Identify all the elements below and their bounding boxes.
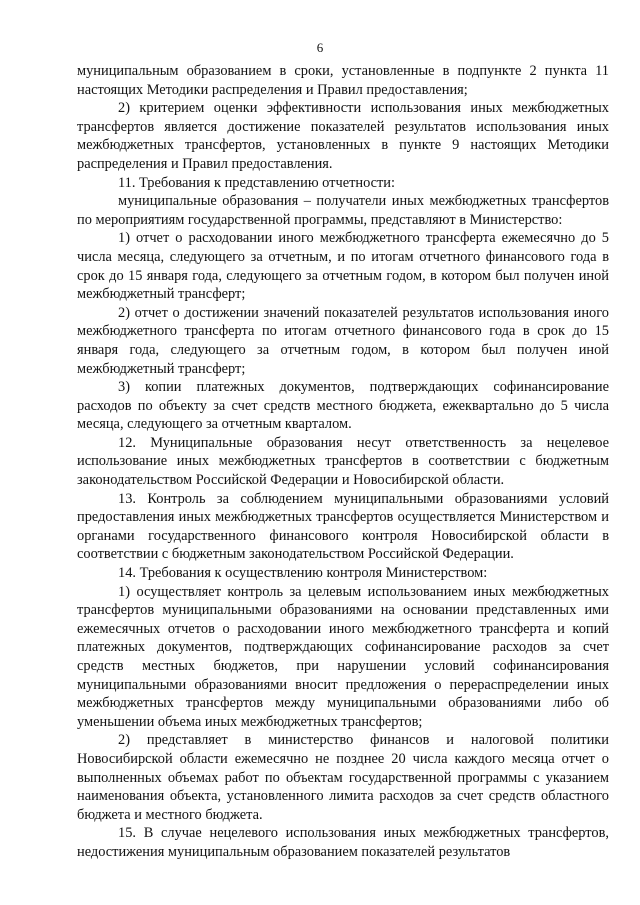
paragraph-section-11-intro: муниципальные образования – получатели иных межбюджетных трансфертов по мероприятиям государственной программы, представляют в Министерство: (77, 193, 609, 228)
paragraph-section-11-item-2: 2) отчет о достижении значений показателей результатов использования иного межбюджетного трансферта по итогам отчетного финансового года в срок до 15 января года, следующего за отчетным годом, в котором был получен иной межбюджетный трансферт; (77, 304, 609, 377)
paragraph-section-14-item-2: 2) представляет в министерство финансов и налоговой политики Новосибирской области ежемесячно не позднее 20 числа каждого месяца отчет о выполненных объемах работ по объектам государственной программы с указанием наименования объекта, установленного лимита расходов за счет средств областного бюджета и местного бюджета. (77, 732, 609, 823)
paragraph-section-13: 13. Контроль за соблюдением муниципальными образованиями условий предоставления иных межбюджетных трансфертов осуществляется Министерством и органами государственного финансового контроля Новосибирской области в соответствии с бюджетным законодательством Российской Федерации. (77, 490, 609, 563)
paragraph-criterion-2: 2) критерием оценки эффективности использования иных межбюджетных трансфертов является достижение показателей результатов использования иных межбюджетных трансфертов, установленных в пункте 9 настоящих Методики распределения и Правил предоставления. (77, 100, 609, 172)
paragraph-continuation: муниципальным образованием в сроки, установленные в подпункте 2 пункта 11 настоящих Методики распределения и Правил предоставления; (77, 63, 609, 98)
paragraph-section-15: 15. В случае нецелевого использования иных межбюджетных трансфертов, недостижения муниципальным образованием показателей результатов (77, 825, 609, 860)
paragraph-section-12: 12. Муниципальные образования несут ответственность за нецелевое использование иных межбюджетных трансфертов в соответствии с бюджетным законодательством Российской Федерации и Новосибирской области. (77, 434, 609, 489)
paragraph-section-14-heading: 14. Требования к осуществлению контроля Министерством: (118, 565, 488, 582)
page-number: 6 (316, 40, 324, 55)
paragraph-section-14-item-1: 1) осуществляет контроль за целевым использованием иных межбюджетных трансфертов муниципальными образованиями на основании представленных ими ежемесячных отчетов о расходовании иного межбюджетного трансферта и копий платежных документов, подтверждающих софинансирование расходов за счет средств местных бюджетов, при нарушении условий софинансирования муниципальными образованиями вносит предложения о перераспределении иных межбюджетных трансфертов между муниципальными образованиями либо об уменьшении объема иных межбюджетных трансфертов; (77, 583, 609, 730)
paragraph-section-11-heading: 11. Требования к представлению отчетности: (118, 174, 396, 191)
paragraph-section-11-item-3: 3) копии платежных документов, подтверждающих софинансирование расходов по объекту за счет средств местного бюджета, ежеквартально до 5 числа месяца, следующего за отчетным кварталом. (77, 379, 609, 433)
document-body (77, 62, 609, 862)
paragraph-section-11-item-1: 1) отчет о расходовании иного межбюджетного трансферта ежемесячно до 5 числа месяца, следующего за отчетным, и по итогам отчетного финансового года в срок до 15 января года, следующего за отчетным годом, в котором был получен иной межбюджетный трансферт; (77, 230, 609, 303)
